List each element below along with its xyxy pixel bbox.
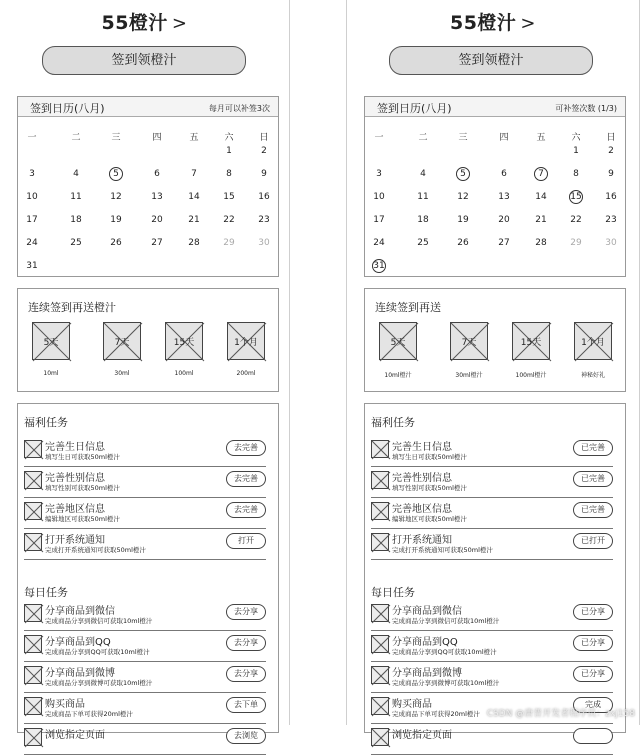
- task-row: [24, 694, 266, 724]
- calendar-day[interactable]: 13: [151, 192, 163, 202]
- calendar-day[interactable]: 12: [110, 192, 122, 202]
- task-action-button[interactable]: 去完善: [226, 440, 266, 456]
- task-placeholder-icon: [25, 534, 43, 552]
- makeup-note: 可补签次数 (1/3): [555, 104, 617, 113]
- task-row: [371, 437, 613, 467]
- calendar-day[interactable]: 21: [188, 215, 200, 225]
- task-icon: [371, 440, 389, 458]
- task-desc: 编辑地区可获取50ml橙汁: [392, 515, 467, 523]
- calendar-day[interactable]: 27: [151, 238, 163, 248]
- row-divider: [24, 528, 266, 529]
- welfare-title: 福利任务: [371, 416, 415, 429]
- task-icon: [371, 533, 389, 551]
- calendar-day[interactable]: 4: [73, 169, 79, 179]
- calendar-day[interactable]: 1: [226, 146, 232, 156]
- calendar-day[interactable]: 6: [154, 169, 160, 179]
- calendar-day[interactable]: 28: [188, 238, 200, 248]
- row-divider: [371, 630, 613, 631]
- weekday-label: 一: [27, 133, 37, 143]
- task-action-button[interactable]: 已完善: [573, 471, 613, 487]
- task-action-button[interactable]: 去下单: [226, 697, 266, 713]
- gift-image: [574, 322, 612, 360]
- row-divider: [24, 466, 266, 467]
- task-name: 浏览指定页面: [45, 730, 105, 741]
- calendar-day[interactable]: 20: [151, 215, 163, 225]
- checkin-calendar: [17, 96, 279, 277]
- task-row: [24, 663, 266, 693]
- calendar-day[interactable]: 14: [535, 192, 547, 202]
- calendar-day[interactable]: 14: [188, 192, 200, 202]
- checkin-calendar: [364, 96, 626, 277]
- gift-days: 1个月: [581, 338, 605, 348]
- weekday-label: 六: [571, 133, 581, 143]
- task-desc: 完成打开系统通知可获取50ml橙汁: [392, 546, 493, 554]
- task-icon: [24, 728, 42, 746]
- task-placeholder-icon: [25, 729, 43, 747]
- task-list: [17, 403, 279, 741]
- calendar-day[interactable]: 29: [570, 238, 582, 248]
- calendar-day[interactable]: 15: [223, 192, 235, 202]
- task-placeholder-icon: [25, 441, 43, 459]
- task-name: 分享商品到QQ: [392, 637, 458, 648]
- calendar-day[interactable]: 10: [26, 192, 38, 202]
- task-desc: 完成商品分享到微博可获取10ml橙汁: [45, 679, 153, 687]
- gift-caption: 10ml: [43, 370, 59, 377]
- gift-caption: 10ml橙汁: [384, 372, 412, 379]
- streak-rewards: [17, 288, 279, 392]
- calendar-day[interactable]: 9: [608, 169, 614, 179]
- task-desc: 填写性别可获取50ml橙汁: [45, 484, 120, 492]
- task-action-button[interactable]: [573, 728, 613, 744]
- calendar-day[interactable]: 29: [223, 238, 235, 248]
- task-action-button[interactable]: 去分享: [226, 604, 266, 620]
- task-icon: [24, 635, 42, 653]
- calendar-day[interactable]: 2: [261, 146, 267, 156]
- task-row: [371, 725, 613, 755]
- task-row: [24, 601, 266, 631]
- calendar-day[interactable]: 31: [373, 261, 385, 271]
- calendar-day[interactable]: 27: [498, 238, 510, 248]
- task-placeholder-icon: [25, 472, 43, 490]
- gift-days: 15天: [520, 338, 542, 348]
- task-row: [24, 725, 266, 755]
- gift-days: 5天: [43, 338, 59, 348]
- task-placeholder-icon: [25, 605, 43, 623]
- calendar-day[interactable]: 5: [109, 167, 123, 181]
- row-divider: [371, 559, 613, 560]
- task-desc: 完成商品下单可获得20ml橙汁: [392, 710, 480, 718]
- task-desc: 完成商品下单可获得20ml橙汁: [45, 710, 133, 718]
- calendar-day[interactable]: 2: [608, 146, 614, 156]
- makeup-note: 每月可以补签3次: [208, 104, 270, 113]
- task-placeholder-icon: [372, 605, 390, 623]
- task-action-button[interactable]: 完成: [573, 697, 613, 713]
- calendar-day[interactable]: 9: [261, 169, 267, 179]
- streak-title: 连续签到再送橙汁: [28, 301, 116, 314]
- calendar-day[interactable]: 18: [417, 215, 429, 225]
- chevron-right-icon[interactable]: >: [520, 13, 537, 34]
- calendar-day[interactable]: 16: [258, 192, 270, 202]
- task-name: 完善地区信息: [392, 504, 452, 515]
- calendar-day[interactable]: 11: [417, 192, 429, 202]
- task-placeholder-icon: [25, 503, 43, 521]
- task-row: [371, 468, 613, 498]
- row-divider: [24, 661, 266, 662]
- gift-days: 15天: [173, 338, 195, 348]
- calendar-day[interactable]: 26: [457, 238, 469, 248]
- task-action-button[interactable]: 去完善: [226, 502, 266, 518]
- weekday-label: 二: [71, 133, 81, 143]
- gift-caption: 100ml: [174, 370, 194, 377]
- calendar-day[interactable]: 22: [223, 215, 235, 225]
- daily-title: 每日任务: [24, 586, 68, 599]
- row-divider: [371, 528, 613, 529]
- task-placeholder-icon: [25, 636, 43, 654]
- task-name: 购买商品: [45, 699, 85, 710]
- task-icon: [24, 502, 42, 520]
- calendar-day[interactable]: 26: [110, 238, 122, 248]
- task-placeholder-icon: [25, 667, 43, 685]
- calendar-day[interactable]: 20: [498, 215, 510, 225]
- task-desc: 完成商品分享到微博可获取10ml橙汁: [392, 679, 500, 687]
- calendar-day[interactable]: 7: [534, 167, 548, 181]
- gift-image: [227, 322, 265, 360]
- task-name: 完善性别信息: [392, 473, 452, 484]
- task-action-button[interactable]: 已完善: [573, 440, 613, 456]
- task-action-button[interactable]: 去浏览: [226, 728, 266, 744]
- row-divider: [371, 692, 613, 693]
- task-row: [24, 437, 266, 467]
- calendar-day[interactable]: 31: [26, 261, 38, 271]
- calendar-day[interactable]: 13: [498, 192, 510, 202]
- weekday-label: 五: [189, 133, 199, 143]
- checkin-button[interactable]: 签到领橙汁: [389, 46, 593, 75]
- title-text: 55橙汁: [101, 12, 168, 34]
- task-desc: 填写生日可获取50ml橙汁: [392, 453, 467, 461]
- task-placeholder-icon: [25, 698, 43, 716]
- row-divider: [371, 466, 613, 467]
- task-row: [371, 663, 613, 693]
- task-name: 分享商品到微信: [392, 606, 462, 617]
- task-row: [24, 530, 266, 560]
- task-desc: 完成商品分享到QQ可获取10ml橙汁: [392, 648, 497, 656]
- task-desc: 完成商品分享到QQ可获取10ml橙汁: [45, 648, 150, 656]
- calendar-day[interactable]: 8: [226, 169, 232, 179]
- task-icon: [371, 604, 389, 622]
- watermark: CSDN @唐普开发者程序员：zxj158: [486, 709, 635, 719]
- calendar-day[interactable]: 6: [501, 169, 507, 179]
- calendar-day[interactable]: 30: [258, 238, 270, 248]
- task-name: 购买商品: [392, 699, 432, 710]
- weekday-label: 日: [606, 133, 616, 143]
- task-desc: 完成商品分享到微信可获取10ml橙汁: [392, 617, 500, 625]
- calendar-day[interactable]: 23: [258, 215, 270, 225]
- gift-caption: 30ml橙汁: [455, 372, 483, 379]
- task-placeholder-icon: [372, 698, 390, 716]
- calendar-day[interactable]: 25: [417, 238, 429, 248]
- calendar-day[interactable]: 24: [26, 238, 38, 248]
- streak-title: 连续签到再送: [375, 301, 441, 314]
- task-action-button[interactable]: 去分享: [226, 666, 266, 682]
- weekday-label: 四: [152, 133, 162, 143]
- row-divider: [24, 723, 266, 724]
- calendar-day[interactable]: 15: [570, 192, 582, 202]
- weekday-label: 一: [374, 133, 384, 143]
- task-desc: 完成打开系统通知可获取50ml橙汁: [45, 546, 146, 554]
- calendar-day[interactable]: 22: [570, 215, 582, 225]
- task-action-button[interactable]: 已分享: [573, 604, 613, 620]
- calendar-title: 签到日历(八月): [377, 102, 452, 115]
- checkin-button[interactable]: 签到领橙汁: [42, 46, 246, 75]
- calendar-day[interactable]: 17: [26, 215, 38, 225]
- calendar-day[interactable]: 8: [573, 169, 579, 179]
- task-placeholder-icon: [372, 534, 390, 552]
- task-row: [371, 499, 613, 529]
- gift-image: [165, 322, 203, 360]
- gift-image: [103, 322, 141, 360]
- task-placeholder-icon: [372, 441, 390, 459]
- task-action-button[interactable]: 已完善: [573, 502, 613, 518]
- page-title: [0, 8, 289, 35]
- gift-caption: 神秘好礼: [580, 372, 605, 379]
- task-icon: [371, 697, 389, 715]
- calendar-day[interactable]: 24: [373, 238, 385, 248]
- daily-title: 每日任务: [371, 586, 415, 599]
- calendar-day[interactable]: 3: [29, 169, 35, 179]
- calendar-header: [365, 97, 625, 117]
- calendar-day[interactable]: 28: [535, 238, 547, 248]
- gift-image: [379, 322, 417, 360]
- calendar-day[interactable]: 7: [191, 169, 197, 179]
- welfare-title: 福利任务: [24, 416, 68, 429]
- gift-days: 7天: [461, 338, 477, 348]
- calendar-day[interactable]: 4: [420, 169, 426, 179]
- row-divider: [24, 630, 266, 631]
- row-divider: [24, 559, 266, 560]
- calendar-day[interactable]: 19: [110, 215, 122, 225]
- task-placeholder-icon: [372, 503, 390, 521]
- calendar-day[interactable]: 23: [605, 215, 617, 225]
- task-icon: [371, 728, 389, 746]
- task-icon: [371, 471, 389, 489]
- calendar-day[interactable]: 30: [605, 238, 617, 248]
- weekday-label: 三: [111, 133, 121, 143]
- task-action-button[interactable]: 去完善: [226, 471, 266, 487]
- task-icon: [24, 666, 42, 684]
- gift-caption: 200ml: [236, 370, 256, 377]
- calendar-day[interactable]: 12: [457, 192, 469, 202]
- task-icon: [24, 471, 42, 489]
- weekday-label: 二: [418, 133, 428, 143]
- task-name: 完善生日信息: [392, 442, 452, 453]
- gift-image: [32, 322, 70, 360]
- task-name: 完善生日信息: [45, 442, 105, 453]
- task-icon: [371, 666, 389, 684]
- row-divider: [371, 723, 613, 724]
- weekday-label: 三: [458, 133, 468, 143]
- calendar-day[interactable]: 17: [373, 215, 385, 225]
- task-icon: [24, 697, 42, 715]
- task-icon: [24, 604, 42, 622]
- checkin-screen-completed: [346, 0, 640, 741]
- calendar-day[interactable]: 5: [456, 167, 470, 181]
- calendar-day[interactable]: 1: [573, 146, 579, 156]
- task-name: 分享商品到QQ: [45, 637, 111, 648]
- task-placeholder-icon: [372, 636, 390, 654]
- checkin-screen-default: [0, 0, 290, 741]
- chevron-right-icon[interactable]: >: [171, 13, 188, 34]
- calendar-day[interactable]: 19: [457, 215, 469, 225]
- task-icon: [24, 440, 42, 458]
- calendar-title: 签到日历(八月): [30, 102, 105, 115]
- task-icon: [371, 635, 389, 653]
- calendar-day[interactable]: 10: [373, 192, 385, 202]
- weekday-label: 五: [536, 133, 546, 143]
- calendar-day[interactable]: 16: [605, 192, 617, 202]
- gift-caption: 100ml橙汁: [515, 372, 547, 379]
- task-placeholder-icon: [372, 729, 390, 747]
- page-title: [347, 8, 639, 35]
- task-name: 分享商品到微信: [45, 606, 115, 617]
- task-name: 分享商品到微博: [45, 668, 115, 679]
- calendar-day[interactable]: 11: [70, 192, 82, 202]
- gift-days: 7天: [114, 338, 130, 348]
- task-row: [371, 632, 613, 662]
- task-desc: 填写生日可获取50ml橙汁: [45, 453, 120, 461]
- task-placeholder-icon: [372, 667, 390, 685]
- task-row: [371, 530, 613, 560]
- task-name: 分享商品到微博: [392, 668, 462, 679]
- task-desc: 编辑地区可获取50ml橙汁: [45, 515, 120, 523]
- task-row: [24, 499, 266, 529]
- task-list: [364, 403, 626, 741]
- weekday-label: 日: [259, 133, 269, 143]
- gift-image: [512, 322, 550, 360]
- gift-days: 1个月: [234, 338, 258, 348]
- task-name: 打开系统通知: [45, 535, 105, 546]
- task-action-button[interactable]: 已打开: [573, 533, 613, 549]
- task-row: [24, 632, 266, 662]
- calendar-day[interactable]: 3: [376, 169, 382, 179]
- task-action-button[interactable]: 打开: [226, 533, 266, 549]
- task-name: 完善性别信息: [45, 473, 105, 484]
- row-divider: [371, 661, 613, 662]
- calendar-day[interactable]: 21: [535, 215, 547, 225]
- task-row: [24, 468, 266, 498]
- gift-days: 5天: [390, 338, 406, 348]
- row-divider: [24, 497, 266, 498]
- row-divider: [371, 497, 613, 498]
- task-name: 浏览指定页面: [392, 730, 452, 741]
- calendar-day[interactable]: 25: [70, 238, 82, 248]
- streak-rewards: [364, 288, 626, 392]
- weekday-label: 四: [499, 133, 509, 143]
- task-desc: 完成商品分享到微信可获取10ml橙汁: [45, 617, 153, 625]
- task-action-button[interactable]: 已分享: [573, 635, 613, 651]
- row-divider: [24, 692, 266, 693]
- calendar-header: [18, 97, 278, 117]
- task-name: 完善地区信息: [45, 504, 105, 515]
- task-action-button[interactable]: 已分享: [573, 666, 613, 682]
- task-icon: [24, 533, 42, 551]
- gift-caption: 30ml: [114, 370, 130, 377]
- task-name: 打开系统通知: [392, 535, 452, 546]
- task-action-button[interactable]: 去分享: [226, 635, 266, 651]
- calendar-day[interactable]: 18: [70, 215, 82, 225]
- task-icon: [371, 502, 389, 520]
- task-placeholder-icon: [372, 472, 390, 490]
- task-row: [371, 601, 613, 631]
- task-desc: 填写性别可获取50ml橙汁: [392, 484, 467, 492]
- title-text: 55橙汁: [449, 12, 517, 34]
- gift-image: [450, 322, 488, 360]
- weekday-label: 六: [224, 133, 234, 143]
